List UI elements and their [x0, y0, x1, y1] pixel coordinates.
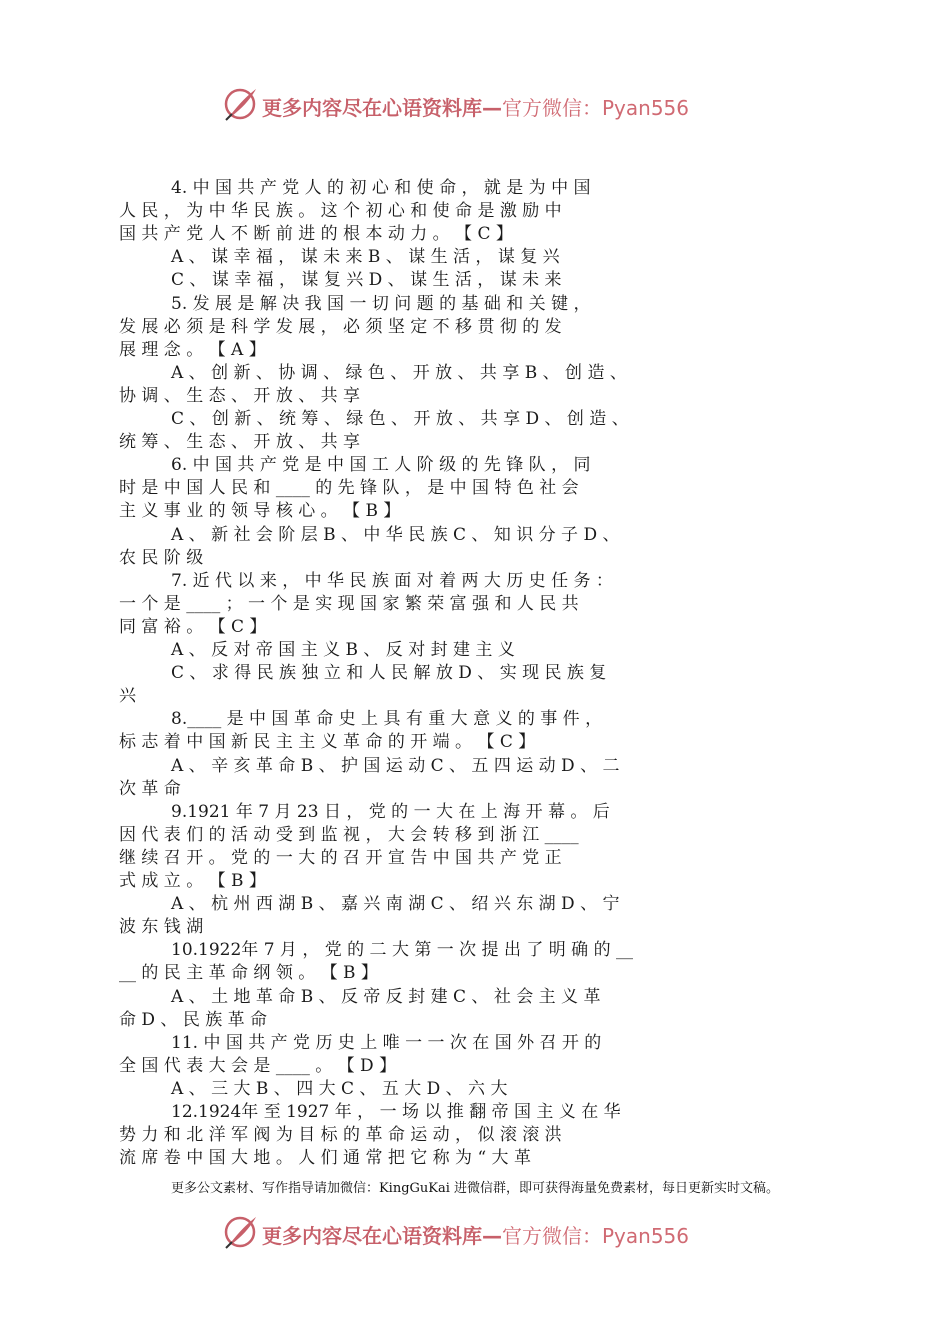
- quill-logo-icon: [222, 1214, 260, 1250]
- document-line: 标 志 着 中 国 新 民 主 主 义 革 命 的 开 端 。 【 C 】: [119, 732, 536, 753]
- document-line: 继 续 召 开 。 党 的 一 大 的 召 开 宣 告 中 国 共 产 党 正: [119, 847, 562, 868]
- document-line: 时 是 中 国 人 民 和 ____ 的 先 锋 队 ， 是 中 国 特 色 社 会: [119, 478, 579, 499]
- document-line: A 、 创 新 、 协 调 、 绿 色 、 开 放 、 共 享 B 、 创 造 、: [171, 362, 627, 383]
- footer-note: 更多公文素材、写作指导请加微信：KingGuKai 进微信群，即可获得海量免费素材，每日更新实时文稿。: [170, 1181, 780, 1196]
- document-line: A 、 新 社 会 阶 层 B 、 中 华 民 族 C 、 知 识 分 子 D 、: [171, 524, 620, 545]
- document-line: 一 个 是 ____ ； 一 个 是 实 现 国 家 繁 荣 富 强 和 人 民 共: [119, 593, 579, 614]
- document-line: 9.1921 年 7 月 23 日 ， 党 的 一 大 在 上 海 开 幕 。 后: [171, 801, 610, 822]
- document-line: 次 革 命: [119, 778, 181, 799]
- document-line: 主 义 事 业 的 领 导 核 心 。 【 B 】: [119, 501, 401, 522]
- banner-text: [262, 92, 689, 121]
- document-line: A 、 辛 亥 革 命 B 、 护 国 运 动 C 、 五 四 运 动 D 、 二: [171, 755, 620, 776]
- banner-wechat-id: Pyan556: [602, 96, 690, 120]
- quill-logo-icon: [222, 86, 260, 122]
- banner-text: [262, 1220, 689, 1249]
- document-line: 势 力 和 北 洋 军 阀 为 目 标 的 革 命 运 动 ， 似 滚 滚 洪: [119, 1125, 562, 1146]
- banner-wechat-id: Pyan556: [602, 1224, 690, 1248]
- document-line: 波 东 钱 湖: [119, 917, 204, 938]
- banner-title: 更多内容尽在心语资料库: [262, 96, 482, 120]
- document-line: C 、 创 新 、 统 筹 、 绿 色 、 开 放 、 共 享 D 、 创 造 、: [171, 409, 629, 429]
- document-line: 因 代 表 们 的 活 动 受 到 监 视 ， 大 会 转 移 到 浙 江 ____: [119, 824, 579, 845]
- banner-separator: —: [482, 96, 502, 120]
- document-line: 发 展 必 须 是 科 学 发 展 ， 必 须 坚 定 不 移 贯 彻 的 发: [119, 316, 562, 337]
- document-line: 10.1922年 7 月 ， 党 的 二 大 第 一 次 提 出 了 明 确 的 __: [171, 940, 633, 961]
- header-watermark-banner: [0, 84, 950, 124]
- document-line: 展 理 念 。 【 A 】: [119, 339, 266, 360]
- document-line: 人 民 ， 为 中 华 民 族 。 这 个 初 心 和 使 命 是 激 励 中: [119, 201, 562, 222]
- document-line: 11. 中 国 共 产 党 历 史 上 唯 一 一 次 在 国 外 召 开 的: [171, 1032, 602, 1053]
- document-line: 6. 中 国 共 产 党 是 中 国 工 人 阶 级 的 先 锋 队 ， 同: [171, 455, 591, 476]
- document-line: 命 D 、 民 族 革 命: [119, 1009, 268, 1030]
- document-line: C 、 谋 幸 福 ， 谋 复 兴 D 、 谋 生 活 ， 谋 未 来: [171, 270, 562, 291]
- document-line: A 、 反 对 帝 国 主 义 B 、 反 对 封 建 主 义: [171, 640, 515, 660]
- document-line: 全 国 代 表 大 会 是 ____ 。 【 D 】: [119, 1055, 397, 1076]
- banner-wechat-label: 官方微信：: [502, 1224, 602, 1248]
- document-line: 农 民 阶 级: [119, 547, 204, 568]
- document-line: 流 席 卷 中 国 大 地 。 人 们 通 常 把 它 称 为 “ 大 革: [119, 1148, 531, 1169]
- banner-wechat-label: 官方微信：: [502, 96, 602, 120]
- document-line: 7. 近 代 以 来 ， 中 华 民 族 面 对 着 两 大 历 史 任 务 ：: [171, 570, 613, 591]
- document-line: A 、 土 地 革 命 B 、 反 帝 反 封 建 C 、 社 会 主 义 革: [171, 986, 601, 1007]
- document-line: A 、 谋 幸 福 ， 谋 未 来 B 、 谋 生 活 ， 谋 复 兴: [171, 247, 560, 268]
- banner-title: 更多内容尽在心语资料库: [262, 1224, 482, 1248]
- document-line: 兴: [119, 686, 136, 707]
- document-line: 式 成 立 。 【 B 】: [119, 871, 266, 891]
- document-line: 8.____ 是 中 国 革 命 史 上 具 有 重 大 意 义 的 事 件 ，: [171, 709, 603, 730]
- document-line: A 、 杭 州 西 湖 B 、 嘉 兴 南 湖 C 、 绍 兴 东 湖 D 、 宁: [171, 894, 620, 915]
- document-line: 4. 中 国 共 产 党 人 的 初 心 和 使 命 ， 就 是 为 中 国: [171, 178, 591, 198]
- document-line: 12.1924年 至 1927 年 ， 一 场 以 推 翻 帝 国 主 义 在 华: [171, 1102, 621, 1122]
- document-line: __ 的 民 主 革 命 纲 领 。 【 B 】: [119, 963, 378, 984]
- document-line: C 、 求 得 民 族 独 立 和 人 民 解 放 D 、 实 现 民 族 复: [171, 663, 607, 684]
- banner-separator: —: [482, 1224, 502, 1248]
- document-line: 5. 发 展 是 解 决 我 国 一 切 问 题 的 基 础 和 关 键 ，: [171, 293, 591, 314]
- document-line: A 、 三 大 B 、 四 大 C 、 五 大 D 、 六 大: [171, 1078, 508, 1099]
- document-line: 同 富 裕 。 【 C 】: [119, 616, 267, 637]
- document-line: 统 筹 、 生 态 、 开 放 、 共 享: [119, 432, 361, 453]
- document-line: 国 共 产 党 人 不 断 前 进 的 根 本 动 力 。 【 C 】: [119, 224, 513, 245]
- footer-watermark-banner: [0, 1212, 950, 1252]
- document-line: 协 调 、 生 态 、 开 放 、 共 享: [119, 385, 361, 406]
